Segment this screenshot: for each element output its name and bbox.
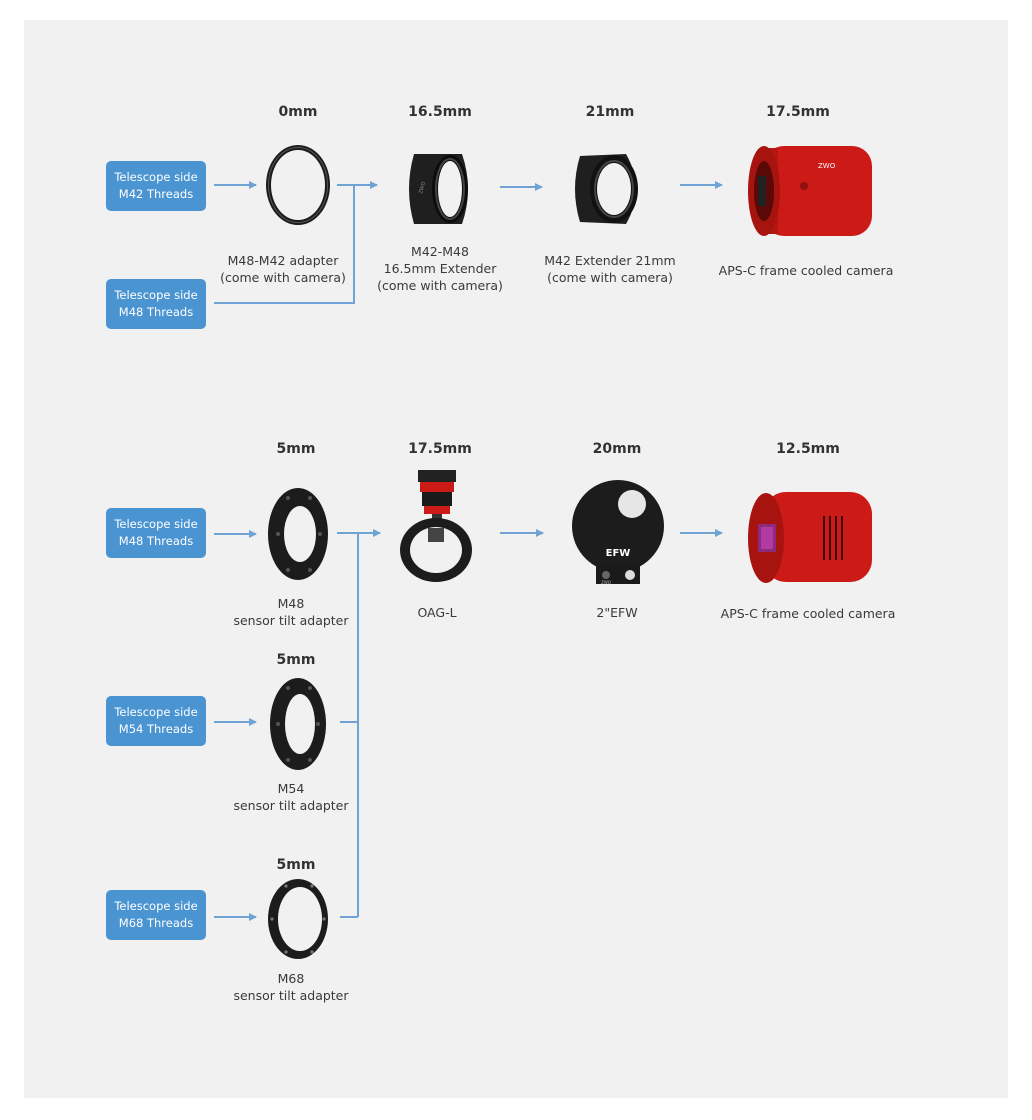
- camera-image: [744, 138, 878, 242]
- efw-brand-text: ZWO: [601, 580, 611, 585]
- part-caption: [417, 604, 456, 621]
- box-line: Telescope side: [114, 899, 198, 913]
- caption-line: (come with camera): [377, 278, 503, 293]
- distance-label: 16.5mm: [408, 104, 472, 120]
- caption-line: APS-C frame cooled camera: [720, 606, 896, 621]
- distance-label: 0mm: [278, 104, 318, 120]
- tilt-adapter-image: [260, 874, 336, 964]
- caption-line: M48-M42 adapter: [227, 253, 339, 268]
- camera-image: [744, 486, 878, 588]
- telescope-side-box: [106, 161, 206, 211]
- box-line: M54 Threads: [118, 722, 194, 736]
- caption-line: M68: [277, 971, 305, 986]
- part-caption: [233, 595, 348, 629]
- caption-line: APS-C frame cooled camera: [718, 263, 894, 278]
- caption-line: sensor tilt adapter: [233, 988, 349, 1003]
- box-line: Telescope side: [114, 705, 198, 719]
- box-line: M42 Threads: [118, 187, 194, 201]
- distance-label: 17.5mm: [766, 104, 830, 120]
- telescope-side-box: [106, 890, 206, 940]
- box-line: Telescope side: [114, 288, 198, 302]
- box-line: M48 Threads: [118, 305, 194, 319]
- distance-label: 17.5mm: [408, 441, 472, 457]
- telescope-side-box: [106, 696, 206, 746]
- caption-line: M48: [277, 596, 305, 611]
- caption-line: OAG-L: [417, 605, 457, 620]
- extender-tube-image: [400, 144, 480, 234]
- part-caption: [719, 262, 894, 279]
- part-caption: [377, 243, 503, 294]
- caption-line: sensor tilt adapter: [233, 613, 349, 628]
- camera-brand-text: ZWO: [818, 162, 836, 170]
- caption-line: sensor tilt adapter: [233, 798, 349, 813]
- caption-line: M42 Extender 21mm: [544, 253, 676, 268]
- box-line: Telescope side: [114, 517, 198, 531]
- caption-line: (come with camera): [220, 270, 346, 285]
- caption-line: M42-M48: [411, 244, 469, 259]
- distance-label: 20mm: [592, 441, 642, 457]
- efw-image: [566, 478, 672, 588]
- tilt-adapter-image: [260, 674, 336, 774]
- caption-line: M54: [277, 781, 305, 796]
- part-caption: [220, 252, 346, 286]
- part-caption: [721, 605, 896, 622]
- box-line: Telescope side: [114, 170, 198, 184]
- tilt-adapter-image: [260, 484, 336, 584]
- efw-text: EFW: [605, 548, 631, 559]
- distance-label: 5mm: [276, 652, 316, 668]
- caption-line: (come with camera): [547, 270, 673, 285]
- telescope-side-box: [106, 279, 206, 329]
- telescope-side-box: [106, 508, 206, 558]
- caption-line: 2"EFW: [596, 605, 638, 620]
- box-line: M48 Threads: [118, 534, 194, 548]
- caption-line: 16.5mm Extender: [383, 261, 497, 276]
- distance-label: 12.5mm: [776, 441, 840, 457]
- extender-21mm-image: [568, 144, 652, 234]
- svg-text:ZWO: ZWO: [418, 181, 428, 195]
- distance-label: 5mm: [276, 857, 316, 873]
- box-line: M68 Threads: [118, 916, 194, 930]
- part-caption: [596, 604, 637, 621]
- distance-label: 5mm: [276, 441, 316, 457]
- part-caption: [233, 780, 348, 814]
- oag-image: [394, 466, 484, 586]
- part-caption: [233, 970, 348, 1004]
- part-caption: [544, 252, 675, 286]
- adapter-ring-image: [260, 140, 336, 230]
- distance-label: 21mm: [585, 104, 635, 120]
